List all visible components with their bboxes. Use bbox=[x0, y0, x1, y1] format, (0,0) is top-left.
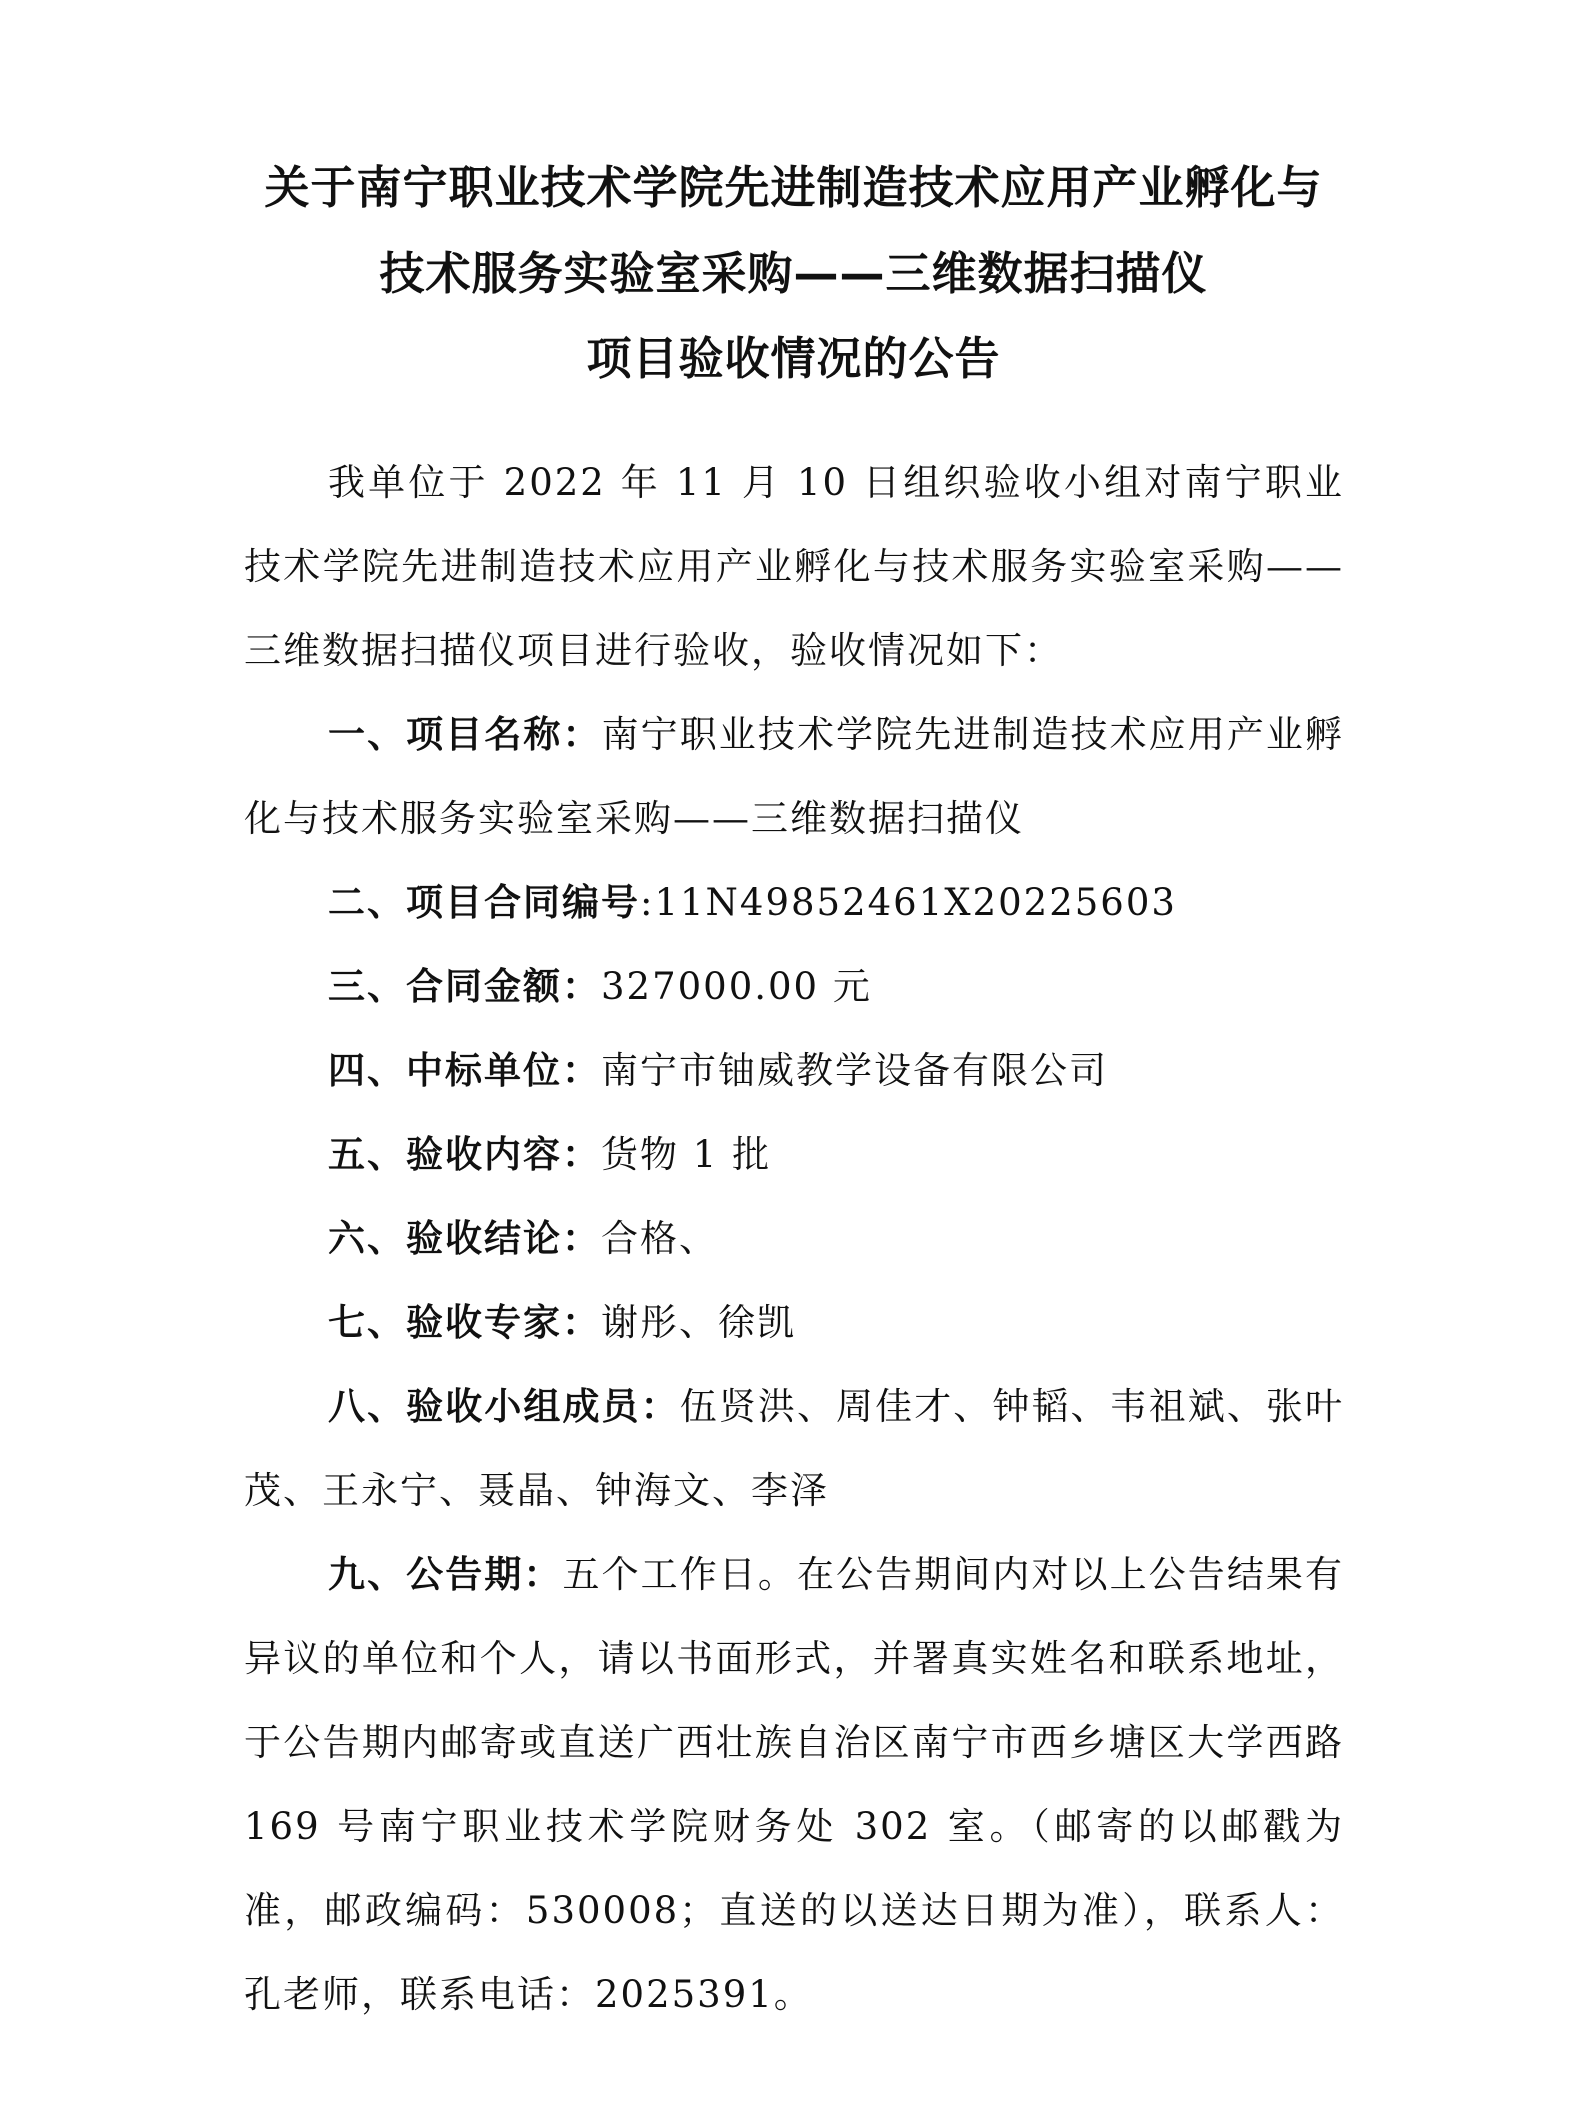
item-project-name bbox=[244, 693, 1344, 861]
document-body bbox=[244, 441, 1344, 2037]
item-value: 伍贤洪、周佳才、钟韬、韦祖斌、张叶茂、王永宁、聂晶、钟海文、李泽 bbox=[244, 1385, 1345, 1512]
item-value: 五个工作日。在公告期间内对以上公告结果有异议的单位和个人，请以书面形式，并署真实姓名和联系地址，于公告期内邮寄或直送广西壮族自治区南宁市西乡塘区大学西路 169 号南宁职业技术学院财务处 302 室。（邮寄的以邮戳为准，邮政编码：530008；直送的以送达日期为准），联系人：孔老师，联系电话：2025391。 bbox=[244, 1553, 1345, 2016]
item-label: 九、公告期： bbox=[328, 1553, 563, 1596]
document-title-line-3: 项目验收情况的公告 bbox=[586, 332, 1001, 385]
item-label: 四、中标单位： bbox=[328, 1049, 601, 1092]
item-label: 一、项目名称： bbox=[328, 713, 602, 756]
document-title-line-1: 关于南宁职业技术学院先进制造技术应用产业孵化与 bbox=[264, 161, 1323, 214]
item-acceptance-content bbox=[244, 1113, 1344, 1197]
document-title-line-2: 技术服务实验室采购——三维数据扫描仪 bbox=[379, 247, 1208, 300]
item-value: 南宁职业技术学院先进制造技术应用产业孵化与技术服务实验室采购——三维数据扫描仪 bbox=[244, 713, 1345, 840]
item-label: 三、合同金额： bbox=[328, 965, 601, 1008]
item-label: 二、项目合同编号 bbox=[328, 881, 640, 924]
item-acceptance-conclusion bbox=[244, 1197, 1344, 1281]
item-label: 七、验收专家： bbox=[328, 1301, 601, 1344]
item-winning-bidder bbox=[244, 1029, 1344, 1113]
item-value: 谢彤、徐凯 bbox=[601, 1301, 796, 1344]
item-contract-number bbox=[244, 861, 1344, 945]
item-value: 货物 1 批 bbox=[601, 1133, 772, 1176]
item-label: 八、验收小组成员： bbox=[328, 1385, 680, 1428]
item-acceptance-experts bbox=[244, 1281, 1344, 1365]
item-value: :11N49852461X20225603 bbox=[640, 881, 1177, 924]
item-label: 五、验收内容： bbox=[328, 1133, 601, 1176]
item-announcement-period bbox=[244, 1533, 1344, 2037]
item-value: 合格、 bbox=[601, 1217, 718, 1260]
item-group-members bbox=[244, 1365, 1344, 1533]
item-contract-amount bbox=[244, 945, 1344, 1029]
intro-paragraph: 我单位于 2022 年 11 月 10 日组织验收小组对南宁职业技术学院先进制造技术应用产业孵化与技术服务实验室采购——三维数据扫描仪项目进行验收，验收情况如下： bbox=[244, 461, 1344, 672]
item-value: 327000.00 元 bbox=[601, 965, 872, 1008]
item-value: 南宁市铀威教学设备有限公司 bbox=[601, 1049, 1108, 1092]
item-label: 六、验收结论： bbox=[328, 1217, 601, 1260]
